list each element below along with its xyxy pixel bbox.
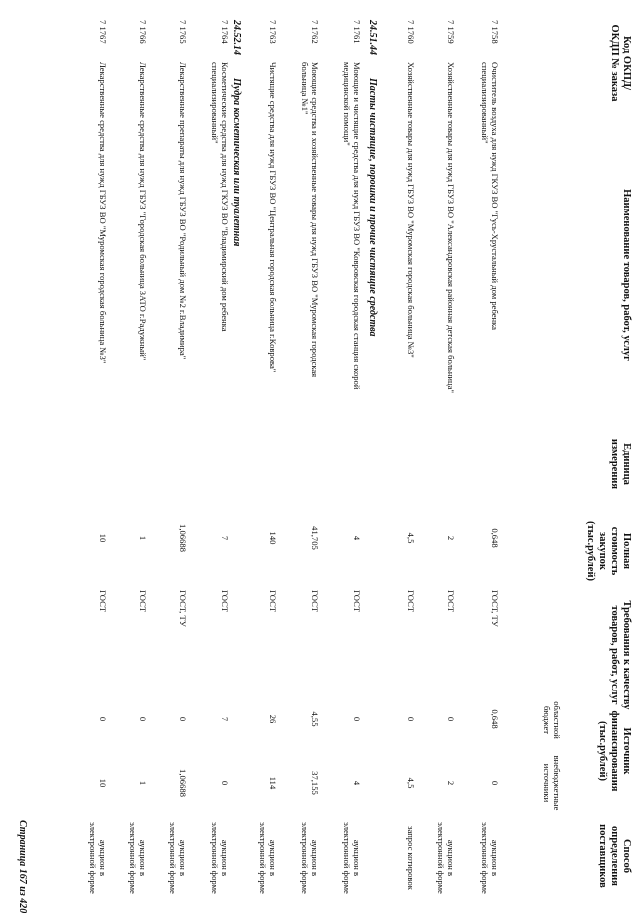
row-method: аукцион в электронной форме <box>300 822 320 894</box>
row-regional-budget: 0 <box>178 716 188 722</box>
row-extra-budget: 0 <box>490 780 500 786</box>
row-regional-budget: 0 <box>406 716 416 722</box>
row-extra-budget: 1 <box>138 780 148 786</box>
row-method: аукцион в электронной форме <box>342 822 362 894</box>
header-requirements: Требования к качеству товаров, работ, услуг <box>609 600 632 710</box>
row-method: аукцион в электронной форме <box>258 822 278 894</box>
row-extra-budget: 1,06688 <box>178 769 188 797</box>
row-code: 7 1761 <box>352 20 362 44</box>
row-regional-budget: 0 <box>352 716 362 722</box>
row-cost: 4,5 <box>406 532 416 544</box>
row-name: Хозяйственные товары для нужд ГБУЗ ВО "Муромская городская больница №3" <box>406 62 416 358</box>
row-name: Моющие и чистящие средства для нужд ГБУЗ ВО "Ковровская городская станция скорой медицинской помощи" <box>342 62 362 390</box>
row-regional-budget: 0 <box>138 716 148 722</box>
header-cost: Полная стоимость закупок (тыс.рублей) <box>585 520 632 582</box>
row-requirements: ГОСТ <box>138 590 148 613</box>
row-name: Очиститель воздуха для нужд ГКУЗ ВО "Гусь-Хрустальный дом ребенка специализированный" <box>480 62 500 330</box>
row-cost: 1 <box>138 535 148 541</box>
row-requirements: ГОСТ <box>268 590 278 613</box>
row-extra-budget: 114 <box>268 776 278 790</box>
row-method: аукцион в электронной форме <box>210 822 230 894</box>
page-number: Страница 167 из 420 <box>17 820 28 913</box>
row-regional-budget: 26 <box>268 714 278 724</box>
row-name: Моющие средства и хозяйственные товары для нужд ГБУЗ ВО "Муромская городская больница №1" <box>300 62 320 378</box>
header-method: Способ определения поставщиков <box>597 824 632 888</box>
row-code: 7 1763 <box>268 20 278 44</box>
row-regional-budget: 7 <box>220 716 230 722</box>
row-regional-budget: 0,648 <box>490 709 500 729</box>
row-extra-budget: 37,155 <box>310 771 320 795</box>
row-extra-budget: 2 <box>446 780 456 786</box>
section-code: 24.52.14 <box>231 20 242 55</box>
row-code: 7 1767 <box>98 20 108 44</box>
row-code: 7 1760 <box>406 20 416 44</box>
row-regional-budget: 0 <box>98 716 108 722</box>
header-source-extra: внебюджетные источники <box>542 755 562 811</box>
row-extra-budget: 10 <box>98 778 108 788</box>
row-code: 7 1764 <box>220 20 230 44</box>
row-cost: 41,705 <box>310 526 320 550</box>
section-name: Пасты чистящие, порошки и прочие чистящие средства <box>367 78 378 337</box>
row-method: аукцион в электронной форме <box>168 822 188 894</box>
row-method: аукцион в электронной форме <box>436 822 456 894</box>
row-requirements: ГОСТ <box>446 590 456 613</box>
row-extra-budget: 0 <box>220 780 230 786</box>
row-method: аукцион в электронной форме <box>480 822 500 894</box>
header-unit: Единица измерения <box>609 438 632 490</box>
row-code: 7 1765 <box>178 20 188 44</box>
header-code: Код ОКПД/ ОКДП № заказа <box>609 24 632 102</box>
row-code: 7 1758 <box>490 20 500 44</box>
row-requirements: ГОСТ <box>352 590 362 613</box>
row-name: Чистящие средства для нужд ГБУЗ ВО "Центральная городская больница г.Коврова" <box>268 62 278 373</box>
row-regional-budget: 0 <box>446 716 456 722</box>
row-cost: 10 <box>98 533 108 543</box>
row-requirements: ГОСТ <box>98 590 108 613</box>
row-code: 7 1759 <box>446 20 456 44</box>
row-name: Лекарственные средства для нужд ГБУЗ ВО "Муромская городская больница №3" <box>98 62 108 364</box>
row-extra-budget: 4 <box>352 780 362 786</box>
row-requirements: ГОСТ <box>310 590 320 613</box>
row-cost: 140 <box>268 531 278 545</box>
row-method: аукцион в электронной форме <box>128 822 148 894</box>
row-cost: 1,06688 <box>178 524 188 552</box>
row-requirements: ГОСТ <box>220 590 230 613</box>
row-regional-budget: 4,55 <box>310 711 320 727</box>
row-code: 7 1762 <box>310 20 320 44</box>
row-cost: 0,648 <box>490 528 500 548</box>
row-cost: 7 <box>220 535 230 541</box>
header-source: Источник финансирования (тыс.рублей) <box>597 710 632 792</box>
row-name: Лекарственные препараты для нужд ГБУЗ ВО "Родильный дом №2 г.Владимира" <box>178 62 188 360</box>
row-method: запрос котировок <box>406 826 416 890</box>
row-requirements: ГОСТ <box>406 590 416 613</box>
header-source-regional: областной бюджет <box>542 701 562 739</box>
row-requirements: ГОСТ, ТУ <box>490 590 500 627</box>
header-name: Наименование товаров, работ, услуг <box>621 189 632 361</box>
row-name: Хозяйственные товары для нужд ГБУЗ ВО "Александровская районная детская больница" <box>446 62 456 393</box>
row-name: Лекарственные средства для нужд ГБУЗ "Городская больница ЗАТО г.Радужный" <box>138 62 148 361</box>
row-method: аукцион в электронной форме <box>88 822 108 894</box>
row-cost: 2 <box>446 535 456 541</box>
section-name: Пудра косметическая или туалетная <box>231 78 242 247</box>
section-code: 24.51.44 <box>367 20 378 55</box>
row-code: 7 1766 <box>138 20 148 44</box>
row-extra-budget: 4,5 <box>406 777 416 789</box>
row-name: Косметические средства для нужд ГКУЗ ВО "Владимирский дом ребенка специализированный" <box>210 62 230 332</box>
row-requirements: ГОСТ, ТУ <box>178 590 188 627</box>
row-cost: 4 <box>352 535 362 541</box>
